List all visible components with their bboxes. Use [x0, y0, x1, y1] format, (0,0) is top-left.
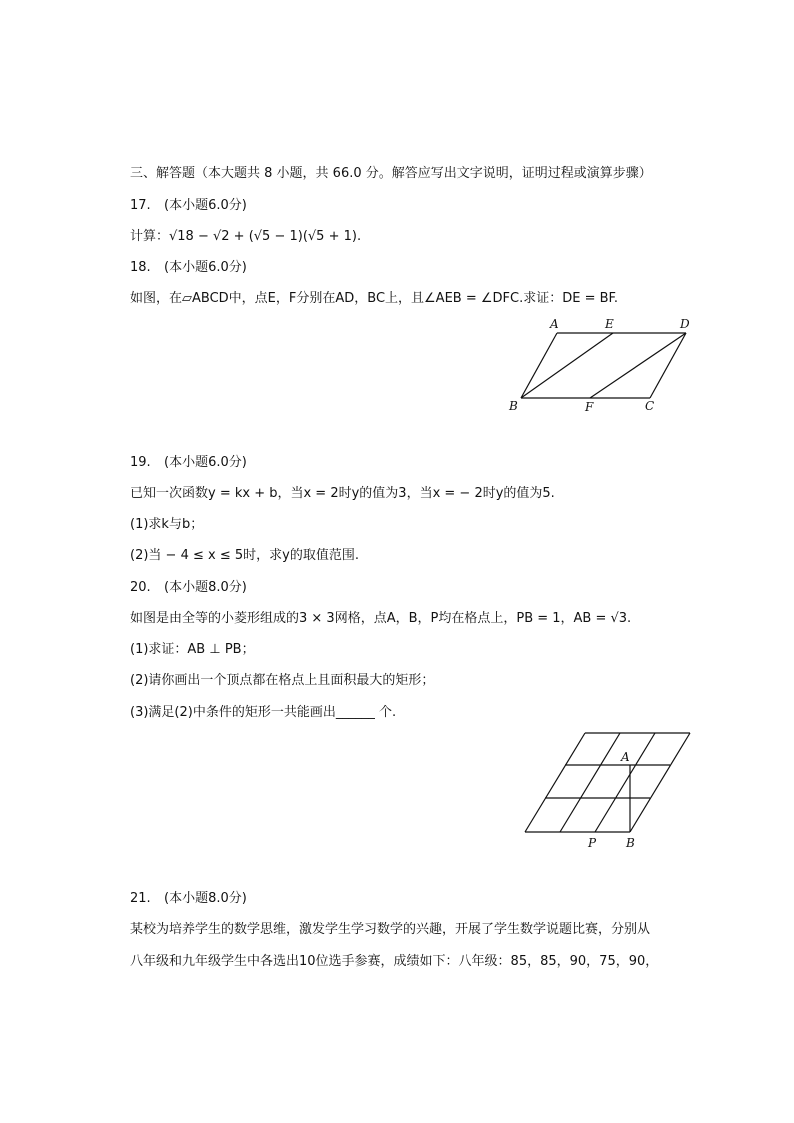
question-17-text: 计算：√18 − √2 + (√5 − 1)(√5 + 1).	[130, 229, 362, 244]
question-20-part-2: (2)请你画出一个顶点都在格点上且面积最大的矩形；	[130, 673, 435, 688]
question-20-part-1: (1)求证：AB ⊥ PB；	[130, 642, 255, 657]
question-points: (本小题6.0分)	[164, 260, 247, 275]
segment-be	[521, 333, 613, 398]
grid-col-0	[525, 733, 585, 832]
question-20-text: 如图是由全等的小菱形组成的3 × 3网格，点A，B，P均在格点上，PB = 1，AB = √3.	[130, 611, 632, 626]
question-19-header	[130, 454, 247, 472]
question-number: 18.	[130, 260, 151, 275]
question-number: 21.	[130, 891, 151, 906]
label-c: C	[645, 399, 655, 413]
label-b: B	[509, 399, 518, 413]
question-21-text-line-1: 某校为培养学生的数学思维，激发学生学习数学的兴趣，开展了学生数学说题比赛，分别从	[130, 922, 651, 937]
question-18-text: 如图，在▱ABCD中，点E，F分别在AD，BC上，且∠AEB = ∠DFC.求证：DE = BF.	[130, 291, 619, 306]
section-title: 三、解答题（本大题共 8 小题，共 66.0 分。解答应写出文字说明，证明过程或演算步骤）	[130, 166, 652, 181]
question-20-header	[130, 579, 247, 597]
question-points: (本小题6.0分)	[164, 455, 247, 470]
question-number: 20.	[130, 580, 151, 595]
question-17-header	[130, 197, 247, 215]
label-b: B	[626, 836, 635, 850]
segment-df	[590, 333, 686, 398]
question-21-header	[130, 890, 247, 908]
label-f: F	[585, 400, 594, 414]
question-19-part-1: (1)求k与b；	[130, 517, 204, 532]
question-points: (本小题6.0分)	[164, 198, 247, 213]
label-a: A	[621, 750, 630, 764]
label-e: E	[605, 317, 614, 331]
label-p: P	[588, 836, 597, 850]
parallelogram-figure	[500, 312, 700, 422]
question-number: 19.	[130, 455, 151, 470]
label-d: D	[680, 317, 690, 331]
question-points: (本小题8.0分)	[164, 891, 247, 906]
label-a: A	[550, 317, 559, 331]
question-18-header	[130, 259, 247, 277]
edge-dc	[650, 333, 686, 398]
edge-ab	[521, 333, 557, 398]
grid-col-3	[630, 733, 690, 832]
question-19-part-2: (2)当 − 4 ≤ x ≤ 5时，求y的取值范围.	[130, 548, 359, 563]
question-21-text-line-2: 八年级和九年级学生中各选出10位选手参赛，成绩如下：八年级：85，85，90，75，90，	[130, 954, 659, 969]
question-number: 17.	[130, 198, 151, 213]
grid-col-1	[560, 733, 620, 832]
grid-col-2	[595, 733, 655, 832]
question-19-text: 已知一次函数y = kx + b，当x = 2时y的值为3，当x = − 2时y的值为5.	[130, 486, 555, 501]
question-points: (本小题8.0分)	[164, 580, 247, 595]
rhombus-grid-figure	[515, 725, 700, 855]
question-20-part-3: (3)满足(2)中条件的矩形一共能画出______ 个.	[130, 705, 397, 720]
